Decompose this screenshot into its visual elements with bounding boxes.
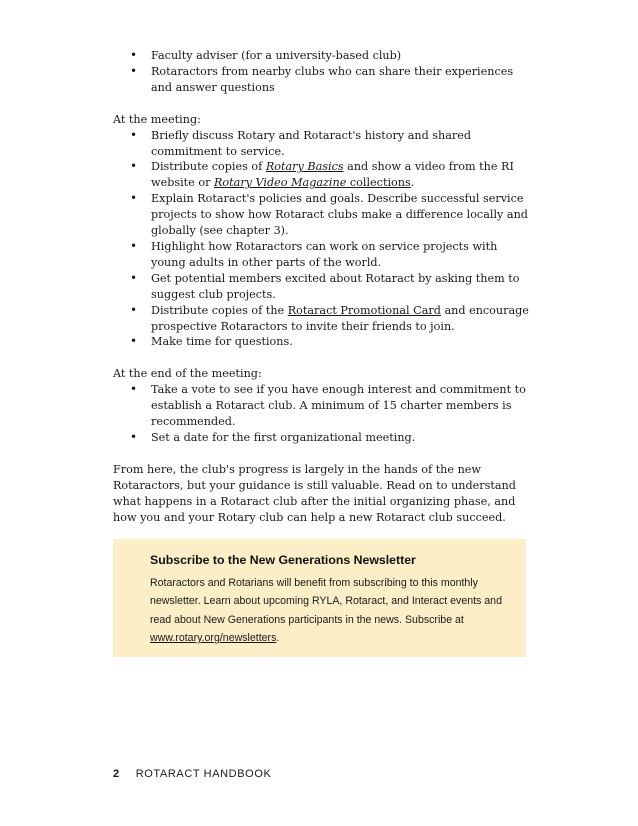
closing-paragraph: From here, the club's progress is largely in the hands of the new Rotaractors, but your guidance is still valuable. Read on to understand what happens in a Rotaract club after the initial organizing phase, and how you and your Rotary club can help a new Rotaract club succeed. (113, 462, 516, 524)
rotary-basics-link[interactable]: Rotary Basics (265, 160, 344, 174)
rotary-video-magazine-link[interactable]: Rotary Video Magazine collections (214, 176, 411, 190)
callout-body: Rotaractors and Rotarians will benefit from subscribing to this monthly newsletter. Learn about upcoming RYLA, Rotaract, and Interact events and read about New Generations participants in the news. Subscribe at www.rotary.org/newsletters. (150, 577, 502, 645)
intro-bullet-list (113, 48, 529, 96)
list-item: • Get potential members excited about Rotaract by asking them to suggest club projects. (113, 271, 529, 303)
section-heading-meeting: At the meeting: (113, 112, 201, 126)
list-item: • Make time for questions. (113, 334, 529, 350)
list-item: • Briefly discuss Rotary and Rotaract's history and shared commitment to service. (113, 128, 529, 160)
list-item: • Explain Rotaract's policies and goals. Describe successful service projects to show how Rotaract clubs make a difference locally and globally (see chapter 3). (113, 191, 529, 239)
meeting-bullet-list (113, 128, 529, 351)
list-item: • Take a vote to see if you have enough interest and commitment to establish a Rotaract club. A minimum of 15 charter members is recommended. (113, 382, 529, 430)
newsletter-callout (113, 539, 526, 657)
footer-title: ROTARACT HANDBOOK (135, 768, 272, 780)
list-item: • Distribute copies of Rotary Basics and show a video from the RI website or Rotary Video Magazine collections. (113, 159, 529, 191)
list-item: • Rotaractors from nearby clubs who can share their experiences and answer questions (113, 64, 529, 96)
end-meeting-bullet-list (113, 382, 529, 446)
list-item: • Distribute copies of the Rotaract Promotional Card and encourage prospective Rotaractors to invite their friends to join. (113, 303, 529, 335)
callout-title: Subscribe to the New Generations Newsletter (150, 553, 416, 567)
page-number: 2 (113, 768, 120, 780)
newsletters-link[interactable]: www.rotary.org/newsletters (150, 632, 277, 645)
list-item: • Set a date for the first organizational meeting. (113, 430, 529, 446)
list-item: • Faculty adviser (for a university-based club) (113, 48, 529, 64)
main-content (113, 48, 529, 525)
list-item: • Highlight how Rotaractors can work on service projects with young adults in other parts of the world. (113, 239, 529, 271)
page-footer (113, 768, 271, 780)
promotional-card-link[interactable]: Rotaract Promotional Card (287, 303, 441, 317)
section-heading-end-meeting: At the end of the meeting: (113, 367, 262, 381)
